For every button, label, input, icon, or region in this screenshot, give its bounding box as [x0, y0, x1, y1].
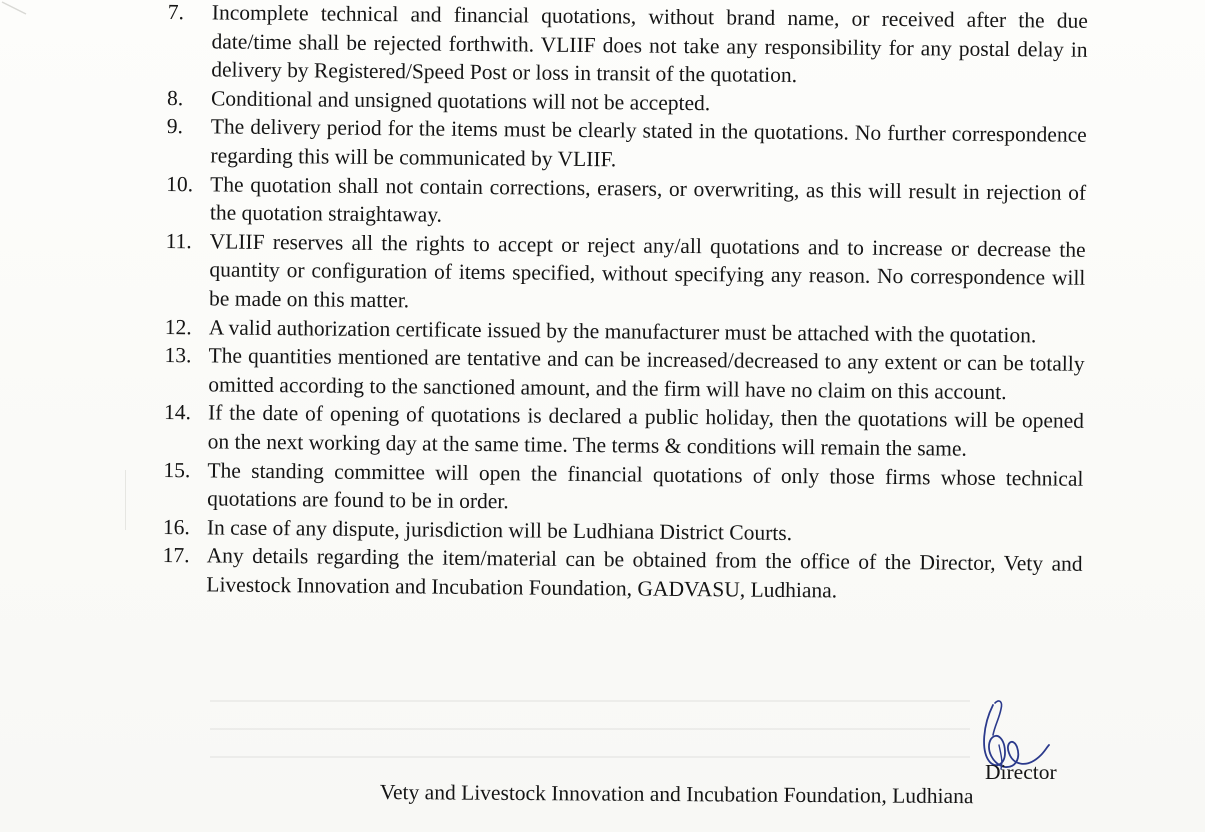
term-item [166, 170, 1087, 236]
scan-fold-line [125, 470, 126, 530]
term-number: 13. [164, 343, 192, 368]
term-number: 16. [162, 514, 190, 539]
signatory-organization: Vety and Livestock Innovation and Incubation Foundation, Ludhiana [379, 780, 974, 809]
term-item [165, 227, 1086, 322]
term-text: Incomplete technical and financial quotations, without brand name, or received after the due date/time shall be rejected forthwith. VLIIF does not take any responsibility for any postal delay in delivery by Registered/Speed Post or loss in transit of the quotation. [211, 0, 1088, 88]
term-number: 10. [166, 171, 194, 196]
term-item [163, 455, 1084, 521]
term-text: Any details regarding the item/material can be obtained from the office of the Director, Vety and Livestock Innovation and Incubation Foundation, GADVASU, Ludhiana. [206, 543, 1083, 603]
bleed-through-text [210, 700, 970, 780]
term-text: The delivery period for the items must be clearly stated in the quotations. No further correspondence regarding this will be communicated by VLIIF. [210, 114, 1087, 172]
term-text: A valid authorization certificate issued by the manufacturer must be attached with the quotation. [208, 314, 1037, 347]
term-number: 8. [166, 85, 184, 110]
term-item [164, 341, 1085, 407]
term-number: 12. [164, 314, 192, 339]
term-number: 14. [163, 400, 192, 425]
signatory-title: Director [985, 760, 1057, 784]
term-number: 9. [166, 114, 184, 139]
term-text: In case of any dispute, jurisdiction will be Ludhiana District Courts. [206, 515, 793, 545]
term-number: 7. [167, 0, 185, 25]
term-text: If the date of opening of quotations is declared a public holiday, then the quotations will be opened on the next working day at the same time. The terms & conditions will remain the same. [207, 400, 1085, 461]
term-text: The quotation shall not contain corrections, erasers, or overwriting, as this will result in rejection of the quotation straightaway. [209, 171, 1087, 227]
term-number: 15. [163, 457, 191, 482]
term-item [164, 398, 1085, 464]
term-text: Conditional and unsigned quotations will not be accepted. [210, 86, 711, 115]
term-item [162, 541, 1083, 607]
term-item [167, 0, 1088, 93]
term-number: 11. [165, 228, 192, 253]
scan-corner-mark [0, 0, 40, 24]
term-number: 17. [162, 543, 190, 568]
terms-list [162, 0, 1088, 607]
term-text: The quantities mentioned are tentative and can be increased/decreased to any extent or can be totally omitted according to the sanctioned amount, and the firm will have no claim on this account. [208, 343, 1085, 404]
term-item [166, 112, 1087, 178]
term-text: VLIIF reserves all the rights to accept or reject any/all quotations and to increase or decrease the quantity or configuration of items specified, without specifying any reason. No correspondence will be made on this matter. [209, 229, 1086, 313]
term-text: The standing committee will open the financial quotations of only those firms whose technical quotations are found to be in order. [207, 457, 1084, 514]
